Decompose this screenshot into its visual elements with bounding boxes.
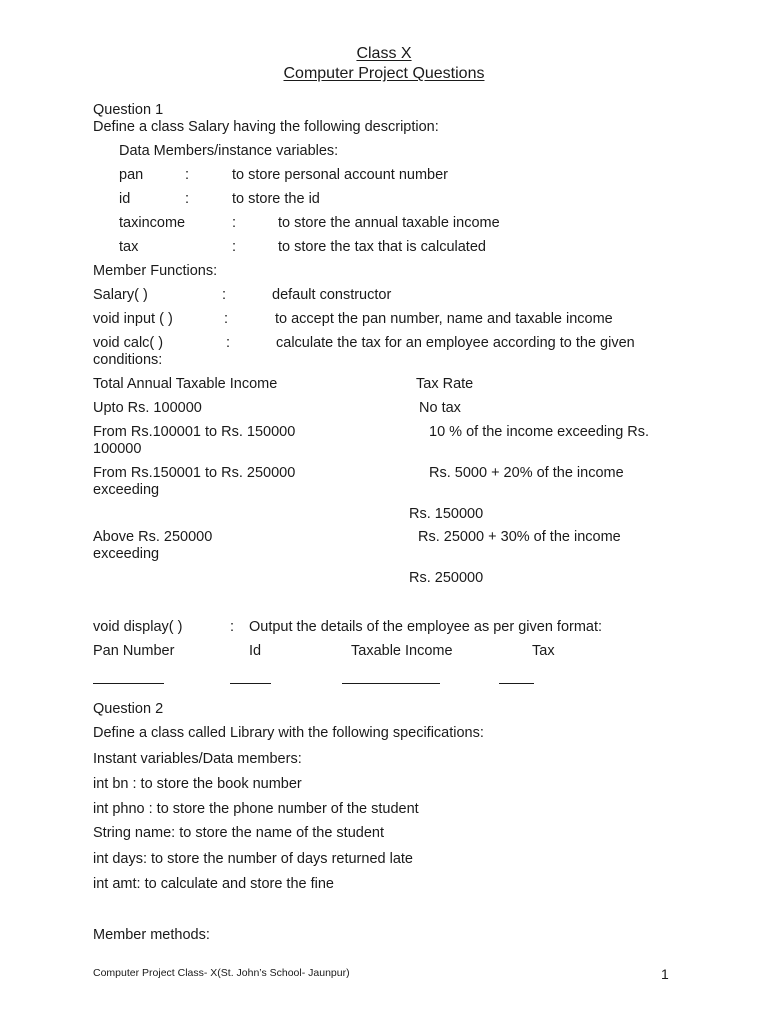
function-description: default constructor (272, 287, 392, 303)
function-separator: : (224, 311, 229, 327)
tax-table-header-rate: Tax Rate (416, 376, 474, 392)
question-2-heading: Question 2 (93, 701, 164, 717)
function-name: void display( ) (93, 619, 183, 635)
variable-line: int phno : to store the phone number of the student (93, 801, 419, 817)
question-2-intro: Define a class called Library with the following specifications: (93, 725, 484, 741)
format-blank-line (499, 683, 534, 684)
format-blank-line (342, 683, 440, 684)
function-name: void input ( ) (93, 311, 173, 327)
tax-row-continued: exceeding (93, 482, 160, 498)
member-separator: : (232, 239, 237, 255)
member-separator: : (185, 191, 190, 207)
page-subtitle: Computer Project Questions (283, 65, 485, 82)
format-header-taxable-income: Taxable Income (351, 643, 453, 659)
data-members-heading: Data Members/instance variables: (119, 143, 339, 159)
tax-row-income: Upto Rs. 100000 (93, 400, 202, 416)
function-separator: : (222, 287, 227, 303)
tax-row-income: From Rs.100001 to Rs. 150000 (93, 424, 296, 440)
function-description: Output the details of the employee as per given format: (249, 619, 603, 635)
tax-row-rate: No tax (419, 400, 461, 416)
tax-row-continued: 100000 (93, 441, 142, 457)
format-blank-line (93, 683, 164, 684)
page-footer: Computer Project Class- X(St. John’s School- Jaunpur) (93, 967, 350, 979)
tax-row-income: Above Rs. 250000 (93, 529, 213, 545)
member-separator: : (185, 167, 190, 183)
tax-table-header-income: Total Annual Taxable Income (93, 376, 278, 392)
tax-row-rate: Rs. 5000 + 20% of the income (429, 465, 624, 481)
member-functions-heading: Member Functions: (93, 263, 218, 279)
format-header-id: Id (249, 643, 262, 659)
function-description-continued: conditions: (93, 352, 163, 368)
variable-line: int days: to store the number of days returned late (93, 851, 413, 867)
member-description: to store the id (232, 191, 320, 207)
function-description: calculate the tax for an employee according to the given (276, 335, 635, 351)
question-1-intro: Define a class Salary having the following description: (93, 119, 439, 135)
variable-line: int amt: to calculate and store the fine (93, 876, 334, 892)
format-header-pan: Pan Number (93, 643, 175, 659)
function-separator: : (226, 335, 231, 351)
tax-row-income: From Rs.150001 to Rs. 250000 (93, 465, 296, 481)
function-name: Salary( ) (93, 287, 148, 303)
member-name: tax (119, 239, 139, 255)
member-name: id (119, 191, 131, 207)
member-name: pan (119, 167, 144, 183)
member-description: to store the annual taxable income (278, 215, 500, 231)
tax-row-rate-continued: Rs. 150000 (409, 506, 484, 522)
tax-row-rate: Rs. 25000 + 30% of the income (418, 529, 621, 545)
question-1-heading: Question 1 (93, 102, 164, 118)
tax-row-continued: exceeding (93, 546, 160, 562)
format-blank-line (230, 683, 271, 684)
tax-row-rate-continued: Rs. 250000 (409, 570, 484, 586)
page-number: 1 (661, 966, 669, 982)
page-title: Class X (356, 45, 412, 62)
function-separator: : (230, 619, 235, 635)
member-methods-heading: Member methods: (93, 927, 210, 943)
member-name: taxincome (119, 215, 186, 231)
member-description: to store the tax that is calculated (278, 239, 486, 255)
format-header-tax: Tax (532, 643, 555, 659)
member-separator: : (232, 215, 237, 231)
variable-line: int bn : to store the book number (93, 776, 302, 792)
function-description: to accept the pan number, name and taxable income (275, 311, 613, 327)
tax-row-rate: 10 % of the income exceeding Rs. (429, 424, 650, 440)
member-description: to store personal account number (232, 167, 449, 183)
instance-variables-heading: Instant variables/Data members: (93, 751, 302, 767)
variable-line: String name: to store the name of the student (93, 825, 384, 841)
function-name: void calc( ) (93, 335, 164, 351)
